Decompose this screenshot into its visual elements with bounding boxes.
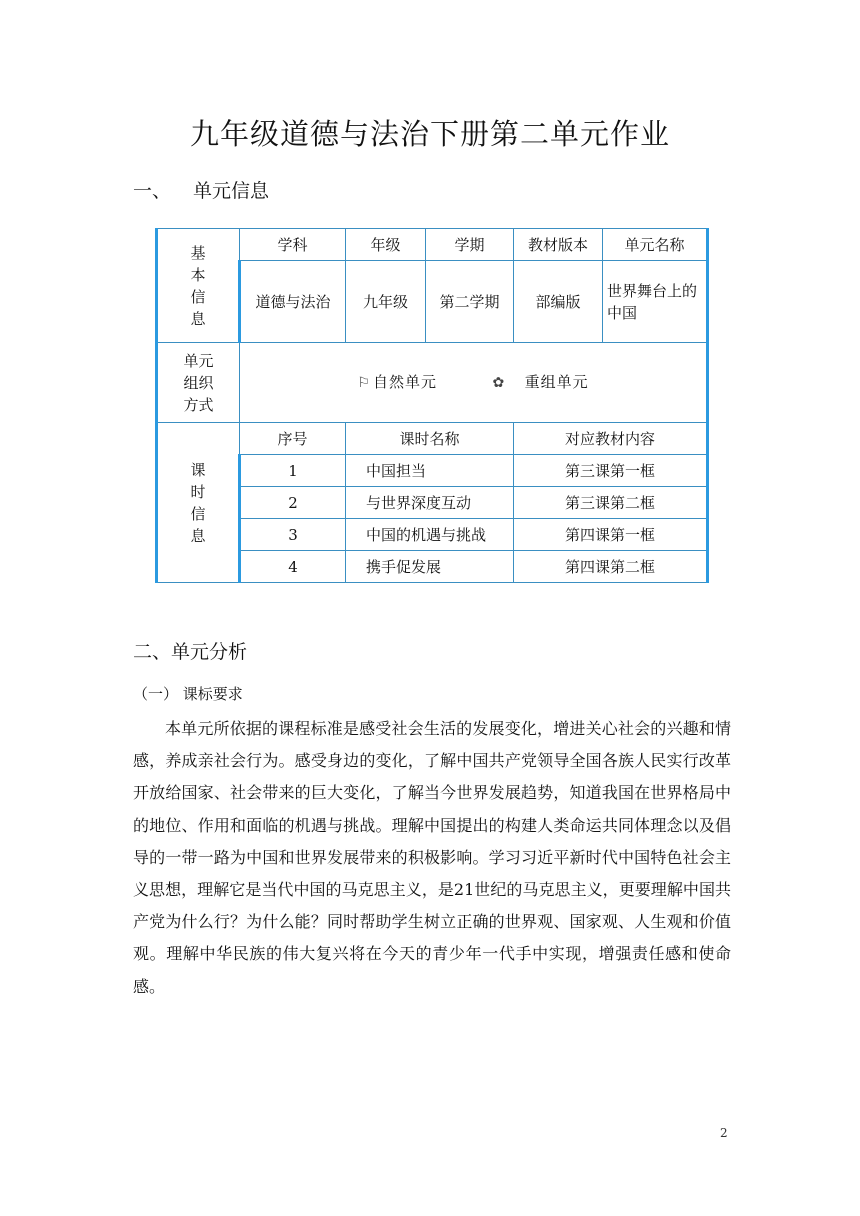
value-edition: 部编版 xyxy=(514,261,603,343)
page-title: 九年级道德与法治下册第二单元作业 xyxy=(189,117,670,151)
lesson-row: 3 中国的机遇与挑战 第四课第一框 xyxy=(157,519,708,551)
header-lesson-number: 序号 xyxy=(240,423,346,455)
value-semester: 第二学期 xyxy=(426,261,514,343)
option-natural-unit[interactable]: ⚐ 自然单元 xyxy=(357,373,437,391)
header-grade: 年级 xyxy=(346,229,426,261)
section-label: 单元信息 xyxy=(193,180,270,202)
section-heading-unit-analysis: 二、单元分析 xyxy=(133,641,248,663)
header-unit-name: 单元名称 xyxy=(603,229,708,261)
option-regroup-unit[interactable]: ✿ 重组单元 xyxy=(492,373,589,391)
flag-icon: ⚐ xyxy=(357,375,371,391)
org-label: 单元 组织 方式 xyxy=(157,343,240,423)
lesson-row: 2 与世界深度互动 第三课第二框 xyxy=(157,487,708,519)
value-subject: 道德与法治 xyxy=(240,261,346,343)
header-lesson-content: 对应教材内容 xyxy=(514,423,708,455)
lesson-row: 4 携手促发展 第四课第二框 xyxy=(157,551,708,583)
header-subject: 学科 xyxy=(240,229,346,261)
value-unit-name: 世界舞台上的中国 xyxy=(603,261,708,343)
page-number: 2 xyxy=(720,1126,728,1140)
body-paragraph: 本单元所依据的课程标准是感受社会生活的发展变化，增进关心社会的兴趣和情感，养成亲社会行为。感受身边的变化，了解中国共产党领导全国各族人民实行改革开放给国家、社会带来的巨大变化，了解当今世界发展趋势，知道我国在世界格局中的地位、作用和面临的机遇与挑战。理解中国提出的构建人类命运共同体理念以及倡导的一带一路为中国和世界发展带来的积极影响。学习习近平新时代中国特色社会主义思想，理解它是当代中国的马克思主义，是21世纪的马克思主义，更要理解中国共产党为什么行？为什么能？同时帮助学生树立正确的世界观、国家观、人生观和价值观。理解中华民族的伟大复兴将在今天的青少年一代手中实现，增强责任感和使命感。 xyxy=(133,719,731,996)
lesson-row: 1 中国担当 第三课第一框 xyxy=(157,455,708,487)
org-options xyxy=(240,343,708,423)
lesson-info-label: 课 时 信 息 xyxy=(157,423,240,583)
header-lesson-name: 课时名称 xyxy=(346,423,514,455)
subsection-heading: （一） 课标要求 xyxy=(133,685,243,703)
header-edition: 教材版本 xyxy=(514,229,603,261)
section-heading-unit-info xyxy=(133,176,269,203)
unit-info-table xyxy=(155,228,709,583)
section-number: 一、 xyxy=(133,180,172,202)
value-grade: 九年级 xyxy=(346,261,426,343)
basic-info-label: 基 本 信 息 xyxy=(157,229,240,343)
header-semester: 学期 xyxy=(426,229,514,261)
gear-icon: ✿ xyxy=(492,375,506,391)
